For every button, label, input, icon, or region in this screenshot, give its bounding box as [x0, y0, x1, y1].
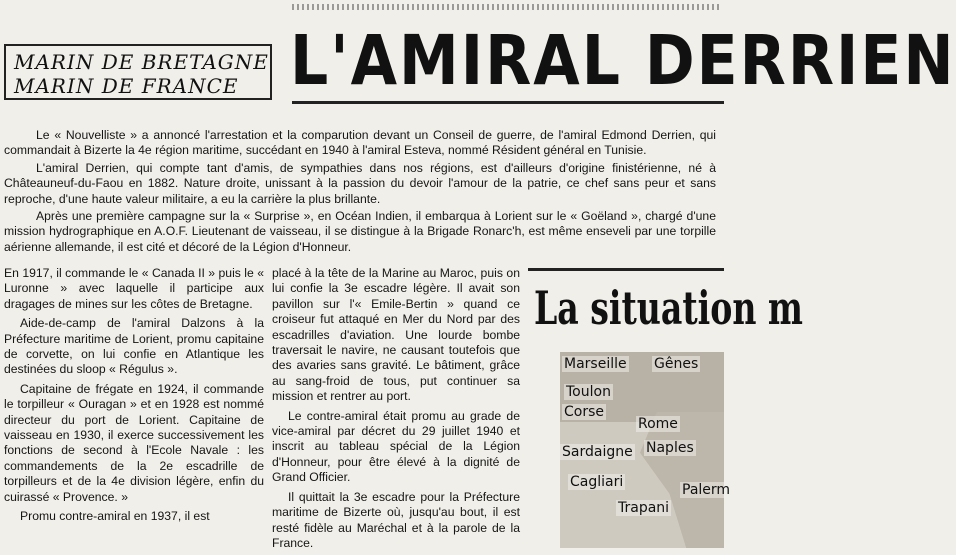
map-label-palerme: Palerm: [682, 482, 731, 498]
column-paragraph: Capitaine de frégate en 1924, il commande le torpilleur « Ouragan » et en 1928 est nommé directeur du port de Lorient. Capitaine de vaisseau en 1930, il exerce successivement les fonctions de second à l'Ecole Navale : les commandements de la 2e escadrille de torpilleurs et de la 4e division légère, enfin du cuirassé « Provence. »: [4, 381, 264, 504]
column-paragraph: Aide-de-camp de l'amiral Dalzons à la Préfecture maritime de Lorient, promu capitaine de corvette, on lui confie en Atlantique les destinées du sloop « Régulus ».: [4, 316, 264, 377]
column-paragraph: Promu contre-amiral en 1937, il est: [20, 509, 210, 524]
map-label-marseille: Marseille: [564, 356, 627, 372]
map-label-toulon: Toulon: [566, 384, 611, 400]
map-label-naples: Naples: [646, 440, 694, 456]
map-label-sardaigne: Sardaigne: [562, 444, 633, 460]
kicker-line-1: MARIN DE BRETAGNE: [14, 50, 269, 74]
column-paragraph: placé à la tête de la Marine au Maroc, puis on lui confie la 3e escadre légère. Il avait son pavillon sur l'« Emile-Bertin » quand ce croiseur fut attaqué en Mer du Nord par des escadrilles d'aviation. Une lourde bombe traversait le navire, ne causant toutefois que des avaries sans gravité. Le bâtiment, grâce au sang-froid de tous, put continuer sa mission et rentrer au port.: [272, 266, 520, 404]
article-headline: L'AMIRAL DERRIEN: [290, 20, 956, 102]
intro-paragraph: Le « Nouvelliste » a annoncé l'arrestation et la comparution devant un Conseil de guerre, de l'amiral Edmond Derrien, qui commandait à Bizerte la 4e région maritime, succédant en 1940 à l'amiral Esteva, nommé Résident général en Tunisie.: [4, 128, 716, 158]
article-intro: [4, 128, 716, 257]
kicker-box: [4, 44, 272, 100]
map-label-cagliari: Cagliari: [570, 474, 624, 490]
second-article-headline: La situation m: [534, 281, 803, 335]
column-paragraph: En 1917, il commande le « Canada II » puis le « Luronne » avec laquelle il participe aux dragages de mines sur les côtes de Bretagne.: [4, 266, 264, 311]
intro-paragraph: Après une première campagne sur la « Surprise », en Océan Indien, il embarqua à Lorient sur le « Goëland », chargé d'une mission hydrographique en A.O.F. Lieutenant de vaisseau, il se distingue à la Brigade Ronarc'h, est même enseveli par une torpille aérienne allemande, il est cité et décoré de la Légion d'Honneur.: [4, 209, 716, 254]
column-paragraph: Il quittait la 3e escadre pour la Préfecture maritime de Bizerte où, jusqu'au bout, il est resté fidèle au Maréchal et à la parole de la France.: [272, 489, 520, 550]
second-article: [528, 268, 803, 548]
mediterranean-map: [560, 352, 731, 548]
second-article-rule: [528, 268, 724, 271]
map-land-italy: [640, 412, 724, 548]
intro-paragraph: L'amiral Derrien, qui compte tant d'amis, de sympathies dans nos régions, est d'ailleurs d'origine finistérienne, né à Châteauneuf-du-Faou en 1882. Nature droite, unissant à la passion du devoir l'amour de la patrie, ce chef sans peur et sans reproche, d'une haute valeur militaire, a eu la carrière la plus brillante.: [4, 160, 716, 206]
map-label-trapani: Trapani: [618, 500, 670, 516]
article-column-1: [4, 266, 264, 529]
map-label-corse: Corse: [564, 404, 605, 420]
map-label-rome: Rome: [638, 416, 678, 432]
headline-rule: [292, 101, 724, 104]
kicker-line-2: MARIN DE FRANCE: [14, 74, 239, 98]
map-label-genes: Gênes: [654, 356, 699, 372]
column-paragraph: Le contre-amiral était promu au grade de vice-amiral par décret du 29 juillet 1940 et inscrit au tableau spécial de la Légion d'Honneur, pour être élevé à la dignité de Grand Officier.: [272, 408, 520, 485]
article-column-2: [272, 266, 520, 555]
